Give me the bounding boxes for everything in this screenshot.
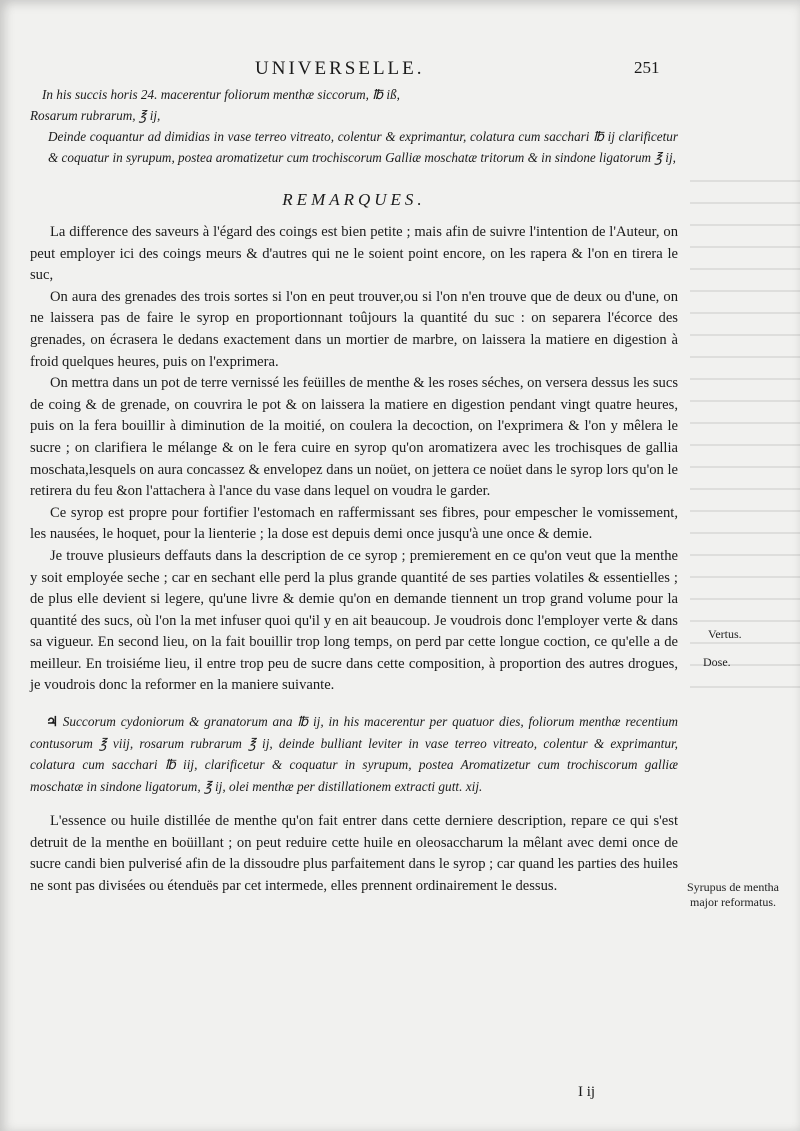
- recipe-line: Rosarum rubrarum, ℥ ij,: [30, 108, 161, 123]
- recipe-line: Deinde coquantur ad dimidias in vase terreo vitreato, colentur & exprimantur, colatura cum sacchari ℔ ij clarificetur & coquatur in syrupum, postea aromatizetur cum trochiscorum Galliæ moschatæ tritorum & in sindone ligatorum ℥ ij,: [48, 129, 678, 165]
- margin-note-dose: Dose.: [703, 655, 731, 669]
- recipe-line: In his succis horis 24. macerentur foliorum menthæ siccorum, ℔ iß,: [42, 87, 400, 102]
- paragraph: L'essence ou huile distillée de menthe qu'on fait entrer dans cette derniere description, repare ce qui s'est detruit de la menthe en boüillant ; on peut reduire cette huile en oleosaccharum la mêlant avec demi once de sucre candi bien pulverisé afin de la dissoudre plus parfaitement dans le syrop ; car quand les parties des huiles ne sont pas divisées ou étenduës par cet intermede, elles prennent ordinairement le dessus.: [30, 813, 679, 894]
- final-remarks: [30, 811, 678, 897]
- paragraph: La difference des saveurs à l'égard des coings est bien petite ; mais afin de suivre l'intention de l'Auteur, on peut employer ici des coings meurs & d'autres qui ne le soient point encore, on les rapera & l'on en tirera le suc,: [30, 224, 678, 284]
- paragraph: Je trouve plusieurs deffauts dans la description de ce syrop ; premierement en ce qu'on veut que la menthe y soit employée seche ; car en sechant elle perd la plus grande quantité de ses parties volatiles & essentielles ; de plus elle devient si legere, qu'une livre & demie qu'on en demande tiennent un trop grand volume pour la quantité des sucs, où l'on la met infuser quoi qu'il y en ait beaucoup. Je voudrois donc l'employer verte & dans sa vigueur. En second lieu, on la fait bouillir trop long temps, on perd par cette longue coction, ce qu'elle a de meilleur. En troisiéme lieu, il entre trop peu de sucre dans cette composition, à proportion des autres drogues, je voudrois donc la reformer en la maniere suivante.: [30, 547, 678, 694]
- margin-note-syrupus: Syrupus de mentha major reformatus.: [687, 880, 779, 909]
- page-header: [0, 54, 800, 84]
- recipe-latin-1: [30, 84, 678, 168]
- paragraph: On mettra dans un pot de terre vernissé les feüilles de menthe & les roses séches, on versera dessus les sucs de coing & de grenade, on couvrira le pot & on laissera la matiere en digestion pendant vingt quatre heures, puis on la fera bouillir à diminution de la moitié, on coulera la decoction, on l'exprimera & l'on y mêlera le sucre ; on clarifiera le mélange & on le fera cuire en syrop qu'on aromatizera avec les trochisques de gallia moschata,lesquels on aura concassez & envelopez dans un noüet, on jettera ce noüet dans le syrop lors qu'on le retirera du feu &on l'attachera à l'ance du vase dans lequel on voudra le garder.: [30, 375, 678, 500]
- signature-mark: I ij: [578, 1084, 596, 1100]
- recipe-text: Succorum cydoniorum & granatorum ana ℔ ij, in his macerentur per quatuor dies, foliorum menthæ recentium contusorum ℥ viij, rosarum rubrarum ℥ ij, deinde bulliant leviter in vase terreo vitreato, colentur & exprimantur, colatura cum sacchari ℔ iij, clarificetur & coquatur in syrupum, postea Aromatizetur cum trochiscorum galliæ moschatæ in sindone ligatorum, ℥ ij, olei menthæ per distillationem extracti gutt. xij.: [30, 714, 678, 794]
- text-block: [30, 84, 678, 897]
- bleed-through-shadow: [690, 180, 800, 700]
- margin-note-vertus: Vertus.: [708, 627, 742, 641]
- running-head: UNIVERSELLE.: [255, 58, 425, 79]
- recipe-paragraph: [30, 711, 678, 797]
- page-number: 251: [634, 58, 660, 77]
- section-heading: REMARQUES.: [282, 190, 426, 209]
- remarks-body: [30, 222, 678, 697]
- paragraph: On aura des grenades des trois sortes si l'on en peut trouver,ou si l'on n'en trouve que de deux ou d'une, on ne laissera pas de faire le syrop en proportionnant toûjours la quantité du suc : on separera l'écorce des grenades, on écrasera le dedans exactement dans un mortier de marbre, on laissera la matiere en digestion à froid quelques heures, puis on l'exprimera.: [30, 288, 678, 370]
- recipe-symbol: ♃: [46, 714, 58, 730]
- paragraph: Ce syrop est propre pour fortifier l'estomach en raffermissant ses fibres, pour empescher le vomissement, les nausées, le hoquet, pour la lienterie ; la dose est depuis demi once jusqu'à une once & demie.: [30, 504, 678, 543]
- recipe-latin-2: [30, 711, 678, 797]
